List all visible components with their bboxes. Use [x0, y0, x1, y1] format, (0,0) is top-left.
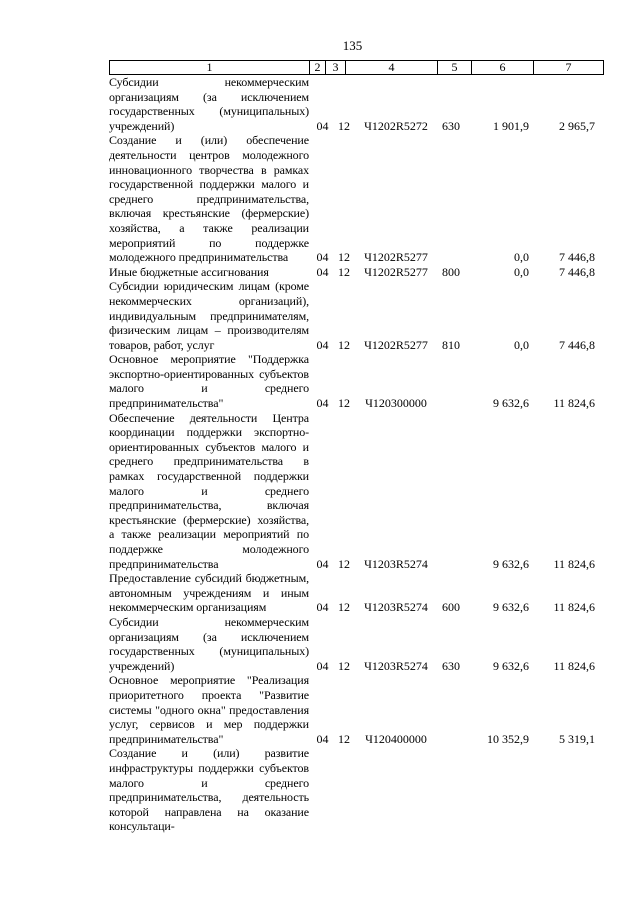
row-name: Иные бюджетные ассигнования [109, 264, 269, 279]
row-name: Предоставление субсидий бюджетным, автономным учреждениям и иным некоммерческим организациям [109, 571, 309, 615]
table-header [109, 60, 604, 75]
row-name: Создание и (или) обеспечение деятельности центров молодежного инновационного творчества в рамках государственной поддержки малого и среднего предпринимательства, включая крестьянские (фермерские) хозяйства, а также реализации мероприятий по поддержке молодежного предпринимательства [109, 133, 309, 265]
row-podrazdel: 12 [338, 658, 350, 673]
row-razdel: 04 [316, 731, 329, 746]
header-col-6: 6 [472, 61, 534, 75]
row-podrazdel: 12 [338, 396, 350, 411]
header-col-2: 2 [310, 61, 326, 75]
row-razdel: 04 [316, 264, 329, 279]
row-name: Субсидии некоммерческим организациям (за исключением государственных (муниципальных) учреждений) [109, 75, 309, 133]
table-row [109, 746, 603, 834]
row-csr: Ч1203R5274 [364, 658, 428, 673]
row-podrazdel: 12 [338, 600, 350, 615]
row-sum-col7: 11 824,6 [553, 600, 595, 615]
row-podrazdel: 12 [338, 250, 350, 265]
row-sum-col6: 9 632,6 [493, 556, 529, 571]
row-csr: Ч1202R5277 [364, 250, 428, 265]
table-row [109, 673, 603, 746]
row-razdel: 04 [316, 658, 329, 673]
row-vr: 800 [442, 264, 460, 279]
row-name: Субсидии юридическим лицам (кроме некоммерческих организаций), индивидуальным предпринимателям, физическим лицам – производителям товаров, работ, услуг [109, 279, 309, 352]
row-vr: 630 [442, 658, 460, 673]
table-body [109, 75, 603, 834]
row-csr: Ч1202R5277 [364, 264, 428, 279]
row-sum-col6: 9 632,6 [493, 396, 529, 411]
row-podrazdel: 12 [338, 337, 350, 352]
table-row [109, 133, 603, 264]
table-row [109, 265, 603, 280]
row-razdel: 04 [316, 337, 329, 352]
row-sum-col7: 7 446,8 [559, 250, 595, 265]
row-sum-col7: 2 965,7 [559, 118, 595, 133]
row-razdel: 04 [316, 118, 329, 133]
row-podrazdel: 12 [338, 118, 350, 133]
row-sum-col6: 0,0 [514, 250, 529, 265]
row-vr: 600 [442, 600, 460, 615]
header-col-5: 5 [438, 61, 472, 75]
row-csr: Ч120300000 [365, 396, 427, 411]
row-podrazdel: 12 [338, 731, 350, 746]
row-sum-col7: 11 824,6 [553, 556, 595, 571]
table-row [109, 571, 603, 615]
row-sum-col6: 9 632,6 [493, 658, 529, 673]
header-col-7: 7 [534, 61, 604, 75]
row-csr: Ч1202R5272 [364, 118, 428, 133]
row-csr: Ч120400000 [365, 731, 427, 746]
row-csr: Ч1202R5277 [364, 337, 428, 352]
table-row [109, 75, 603, 133]
row-sum-col7: 11 824,6 [553, 396, 595, 411]
header-col-1: 1 [110, 61, 310, 75]
row-razdel: 04 [316, 600, 329, 615]
row-sum-col7: 11 824,6 [553, 658, 595, 673]
row-name: Создание и (или) развитие инфраструктуры поддержки субъектов малого и среднего предпринимательства, деятельность которой направлена на оказание консультаци- [109, 746, 309, 834]
row-sum-col6: 1 901,9 [493, 118, 529, 133]
row-sum-col7: 7 446,8 [559, 264, 595, 279]
row-podrazdel: 12 [338, 264, 350, 279]
row-name: Основное мероприятие "Поддержка экспортно-ориентированных субъектов малого и среднего предпринимательства" [109, 352, 309, 411]
table-row [109, 279, 603, 352]
page-number: 135 [342, 38, 363, 53]
row-csr: Ч1203R5274 [364, 600, 428, 615]
table-row [109, 411, 603, 572]
row-sum-col6: 0,0 [514, 264, 529, 279]
row-sum-col6: 0,0 [514, 337, 529, 352]
table-row [109, 352, 603, 410]
table-row [109, 615, 603, 673]
row-razdel: 04 [316, 556, 329, 571]
header-col-3: 3 [326, 61, 346, 75]
row-csr: Ч1203R5274 [364, 556, 428, 571]
row-sum-col7: 5 319,1 [559, 731, 595, 746]
row-vr: 810 [442, 337, 460, 352]
row-name: Обеспечение деятельности Центра координации поддержки экспортно-ориентированных субъектов малого и среднего предпринимательства в рамках государственной поддержки малого и среднего предпринимательства, включая крестьянские (фермерские) хозяйства, а также реализации мероприятий по поддержке молодежного предпринимательства [109, 410, 309, 571]
row-sum-col6: 10 352,9 [487, 731, 529, 746]
row-podrazdel: 12 [338, 556, 350, 571]
row-name: Субсидии некоммерческим организациям (за исключением государственных (муниципальных) учреждений) [109, 614, 309, 673]
row-sum-col7: 7 446,8 [559, 337, 595, 352]
row-sum-col6: 9 632,6 [493, 600, 529, 615]
row-vr: 630 [442, 118, 460, 133]
row-razdel: 04 [316, 250, 329, 265]
header-col-4: 4 [346, 61, 438, 75]
row-razdel: 04 [316, 396, 329, 411]
row-name: Основное мероприятие "Реализация приоритетного проекта "Развитие системы "одного окна" предоставления услуг, сервисов и мер поддержки предпринимательства" [109, 673, 309, 746]
